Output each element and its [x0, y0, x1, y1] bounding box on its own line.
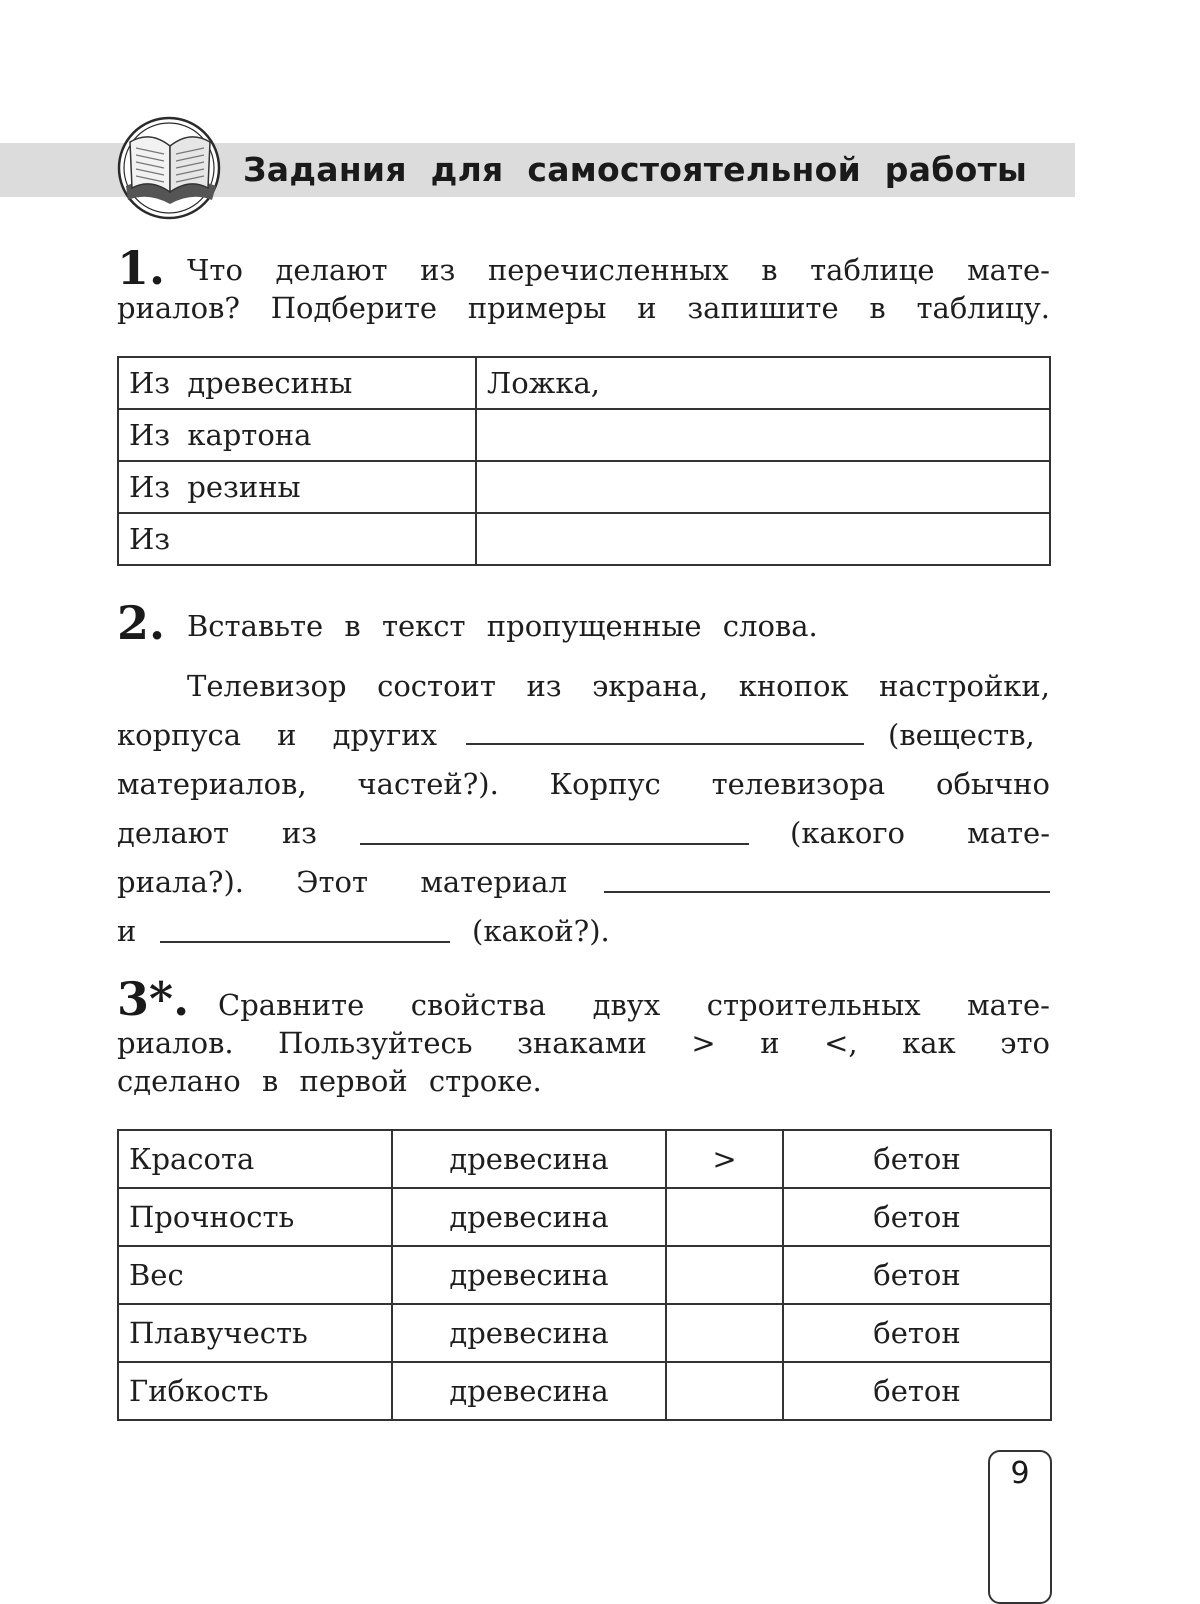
example-input-cell[interactable] [476, 409, 1050, 461]
property-cell: Прочность [118, 1188, 392, 1246]
material-a-cell: древесина [392, 1304, 666, 1362]
material-cell: Из картона [118, 409, 476, 461]
task-3-line-1: Сравните свойства двух строительных мате- [218, 988, 1050, 1022]
blank-line-4[interactable] [160, 941, 450, 943]
page-number: 9 [1010, 1456, 1030, 1491]
table-row [118, 513, 1050, 565]
task-2-line-3: материалов, частей?). Корпус телевизора обычно [117, 767, 1050, 801]
table-row [118, 461, 1050, 513]
task-1-line-2: риалов? Подберите примеры и запишите в таблицу. [117, 291, 1050, 325]
material-cell[interactable]: Из [118, 513, 476, 565]
table-row [118, 409, 1050, 461]
material-a-cell: древесина [392, 1246, 666, 1304]
material-a-cell: древесина [392, 1362, 666, 1420]
task-2-line-6-end: (какой?). [472, 914, 610, 948]
comparison-table [117, 1129, 1052, 1421]
material-b-cell: бетон [783, 1362, 1051, 1420]
material-a-cell: древесина [392, 1130, 666, 1188]
material-b-cell: бетон [783, 1130, 1051, 1188]
sign-input-cell[interactable] [666, 1246, 783, 1304]
example-input-cell[interactable]: Ложка, [476, 357, 1050, 409]
task-3-number: 3*. [117, 972, 190, 1026]
section-title: Задания для самостоятельной работы [243, 150, 1028, 189]
task-2-line-5-start: риала?). Этот материал [117, 865, 567, 899]
task-2-number: 2. [117, 596, 166, 650]
task-2-line-2-start: корпуса и других [117, 718, 437, 752]
table-row [118, 1188, 1051, 1246]
sign-input-cell[interactable] [666, 1304, 783, 1362]
open-book-icon [112, 112, 228, 220]
example-input-cell[interactable] [476, 513, 1050, 565]
task-3-line-2: риалов. Пользуйтесь знаками > и <, как это [117, 1026, 1050, 1060]
blank-line-2[interactable] [360, 843, 749, 845]
table-row [118, 357, 1050, 409]
material-a-cell: древесина [392, 1188, 666, 1246]
task-1-line-1: Что делают из перечисленных в таблице мате- [187, 253, 1050, 287]
material-b-cell: бетон [783, 1246, 1051, 1304]
table-row [118, 1362, 1051, 1420]
table-row [118, 1130, 1051, 1188]
task-2-instruction: Вставьте в текст пропущенные слова. [187, 609, 818, 643]
materials-table [117, 356, 1051, 566]
property-cell: Гибкость [118, 1362, 392, 1420]
task-3-line-3: сделано в первой строке. [117, 1064, 542, 1098]
blank-line-1[interactable] [466, 743, 864, 745]
material-cell: Из резины [118, 461, 476, 513]
task-1-number: 1. [117, 241, 166, 295]
property-cell: Красота [118, 1130, 392, 1188]
sign-input-cell[interactable] [666, 1362, 783, 1420]
task-2-line-2-end: (веществ, [888, 718, 1035, 752]
task-2-line-4-end: (какого мате- [790, 816, 1050, 850]
material-b-cell: бетон [783, 1188, 1051, 1246]
task-2-line-4-start: делают из [117, 816, 317, 850]
material-cell: Из древесины [118, 357, 476, 409]
example-input-cell[interactable] [476, 461, 1050, 513]
table-row [118, 1304, 1051, 1362]
sign-input-cell[interactable] [666, 1188, 783, 1246]
task-2-line-6-start: и [117, 914, 137, 948]
sign-cell: > [666, 1130, 783, 1188]
property-cell: Плавучесть [118, 1304, 392, 1362]
material-b-cell: бетон [783, 1304, 1051, 1362]
property-cell: Вес [118, 1246, 392, 1304]
task-2-line-1: Телевизор состоит из экрана, кнопок настройки, [187, 669, 1050, 703]
table-row [118, 1246, 1051, 1304]
blank-line-3[interactable] [604, 891, 1050, 893]
